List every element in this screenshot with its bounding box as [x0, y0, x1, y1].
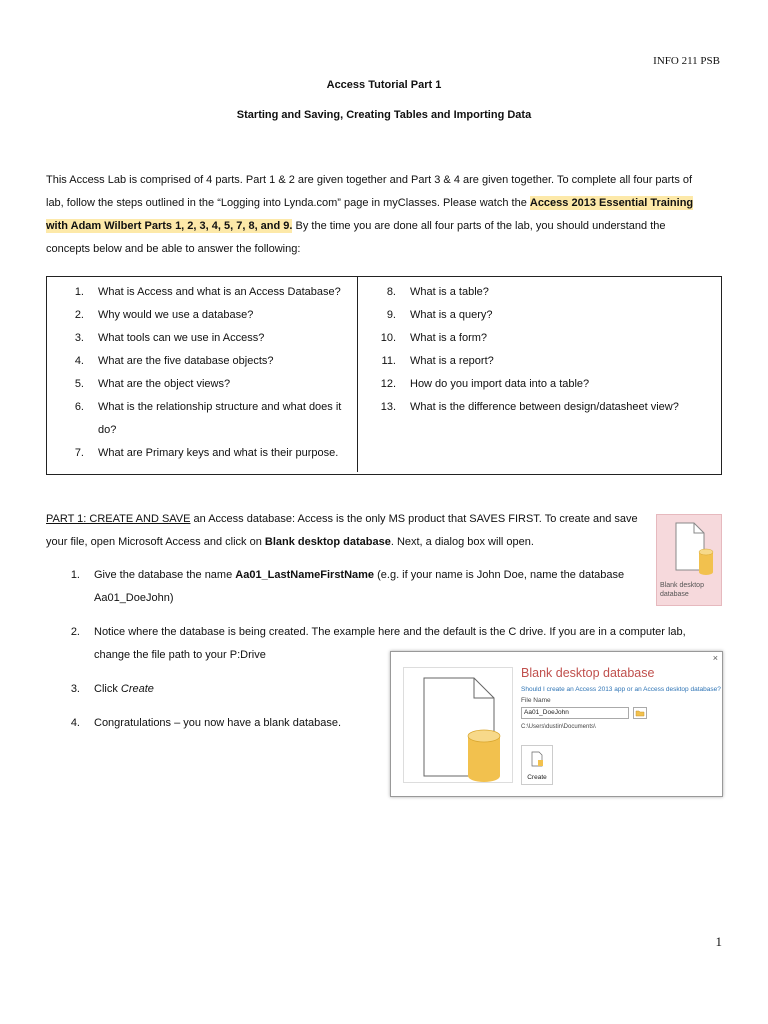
question-number: 2.: [74, 309, 84, 321]
intro-line-3: [46, 215, 722, 238]
page-number: 1: [715, 934, 722, 949]
step-text-italic: Create: [120, 683, 154, 695]
file-path: C:\Users\dustin\Documents\: [521, 724, 596, 730]
intro-line-4: concepts below and be able to answer the following:: [46, 243, 301, 255]
question-number: 8.: [386, 286, 396, 298]
training-highlight-1: Access 2013 Essential Training: [529, 197, 694, 209]
part1-line-2: [46, 531, 646, 554]
part1-text-2: your file, open Microsoft Access and click on: [46, 536, 265, 548]
blank-desktop-database-tile[interactable]: [656, 514, 722, 606]
question-number: 12.: [380, 378, 396, 390]
intro-line-2-text: lab, follow the steps outlined in the “Logging into Lynda.com” page in myClasses. Please watch the: [46, 197, 530, 209]
question-item: [359, 327, 721, 350]
file-name-label: File Name: [521, 697, 551, 704]
question-number: 9.: [386, 309, 396, 321]
part1-line-1: [46, 508, 646, 531]
intro-paragraph: [46, 169, 722, 261]
step-text: Notice where the database is being created. The example here and the default is the C drive. If you are in a computer lab, change the file path to your P:Drive: [94, 626, 686, 661]
question-number: 1.: [74, 286, 84, 298]
tile-label: Blank desktop database: [660, 582, 704, 598]
blank-database-dialog: [390, 651, 723, 797]
questions-right-column: [359, 281, 721, 419]
question-text: What are the object views?: [98, 378, 231, 390]
question-number: 10.: [380, 332, 396, 344]
blank-desktop-database-ref: Blank desktop database: [264, 536, 391, 548]
create-label: Create: [527, 774, 547, 781]
question-text: What are Primary keys and what is their purpose.: [98, 447, 339, 459]
course-code: INFO 211 PSB: [653, 55, 720, 67]
question-number: 5.: [74, 378, 84, 390]
question-number: 11.: [381, 355, 396, 367]
question-item: [47, 396, 357, 442]
question-item: [359, 304, 721, 327]
intro-line-3-text: By the time you are done all four parts of the lab, you should understand the: [292, 220, 666, 232]
step-text: Congratulations – you now have a blank database.: [94, 717, 342, 729]
part1-text-1: an Access database: Access is the only MS product that SAVES FIRST. To create and save: [190, 513, 638, 525]
question-text: What are the five database objects?: [98, 355, 274, 367]
dialog-title: Blank desktop database: [521, 666, 655, 680]
question-item: [359, 350, 721, 373]
blank-document-database-icon: [404, 668, 512, 782]
question-text: What is a form?: [410, 332, 488, 344]
question-item: [47, 327, 357, 350]
part1-heading: PART 1: CREATE AND SAVE: [46, 513, 191, 525]
close-icon[interactable]: ×: [712, 653, 718, 663]
question-text: How do you import data into a table?: [410, 378, 590, 390]
question-item: [47, 442, 357, 465]
question-item: [359, 373, 721, 396]
question-text: What is a query?: [410, 309, 493, 321]
blank-document-database-icon: [657, 515, 723, 581]
question-item: [47, 350, 357, 373]
file-name-input[interactable]: [521, 707, 629, 719]
step-number: 2.: [70, 626, 80, 638]
document-subtitle: Starting and Saving, Creating Tables and Importing Data: [236, 109, 532, 121]
step-text-pre: Click: [94, 683, 121, 695]
question-item: [47, 281, 357, 304]
browse-folder-button[interactable]: [633, 707, 647, 719]
create-button[interactable]: [521, 745, 553, 785]
question-number: 4.: [74, 355, 84, 367]
intro-line-1: This Access Lab is comprised of 4 parts. Part 1 & 2 are given together and Part 3 & 4 are given together. To complete all four parts of: [46, 174, 693, 186]
intro-line-2: [46, 192, 722, 215]
question-number: 13.: [380, 401, 396, 413]
step-number: 1.: [70, 569, 80, 581]
question-text: What tools can we use in Access?: [98, 332, 265, 344]
step-text: [94, 564, 646, 610]
question-text: What is the difference between design/datasheet view?: [410, 401, 679, 413]
folder-icon: [634, 708, 646, 718]
step-text-post: (e.g. if your name is John Doe, name the database Aa01_DoeJohn): [94, 569, 625, 604]
part1-paragraph: [46, 508, 646, 554]
questions-table: [46, 276, 722, 475]
question-number: 6.: [74, 401, 84, 413]
question-text: What is the relationship structure and what does it do?: [98, 401, 342, 436]
questions-left-column: [47, 277, 358, 472]
help-link[interactable]: Should I create an Access 2013 app or an Access desktop database?: [521, 686, 721, 693]
new-file-icon: [522, 746, 552, 772]
question-item: [359, 396, 721, 419]
step-item: [46, 564, 646, 610]
question-number: 3.: [74, 332, 84, 344]
training-highlight-2: with Adam Wilbert Parts 1, 2, 3, 4, 5, 7, 8, and 9.: [46, 220, 293, 232]
question-text: What is a report?: [410, 355, 494, 367]
document-title: Access Tutorial Part 1: [326, 79, 442, 91]
question-number: 7.: [74, 447, 84, 459]
step-text-bold: Aa01_LastNameFirstName: [235, 569, 375, 581]
question-item: [47, 373, 357, 396]
question-text: What is a table?: [410, 286, 489, 298]
step-text-pre: Give the database the name: [94, 569, 236, 581]
question-text: Why would we use a database?: [98, 309, 254, 321]
step-number: 3.: [70, 683, 80, 695]
question-item: [47, 304, 357, 327]
question-text: What is Access and what is an Access Database?: [98, 286, 341, 298]
database-preview: [403, 667, 513, 783]
part1-text-3: . Next, a dialog box will open.: [390, 536, 534, 548]
step-number: 4.: [70, 717, 80, 729]
question-item: [359, 281, 721, 304]
